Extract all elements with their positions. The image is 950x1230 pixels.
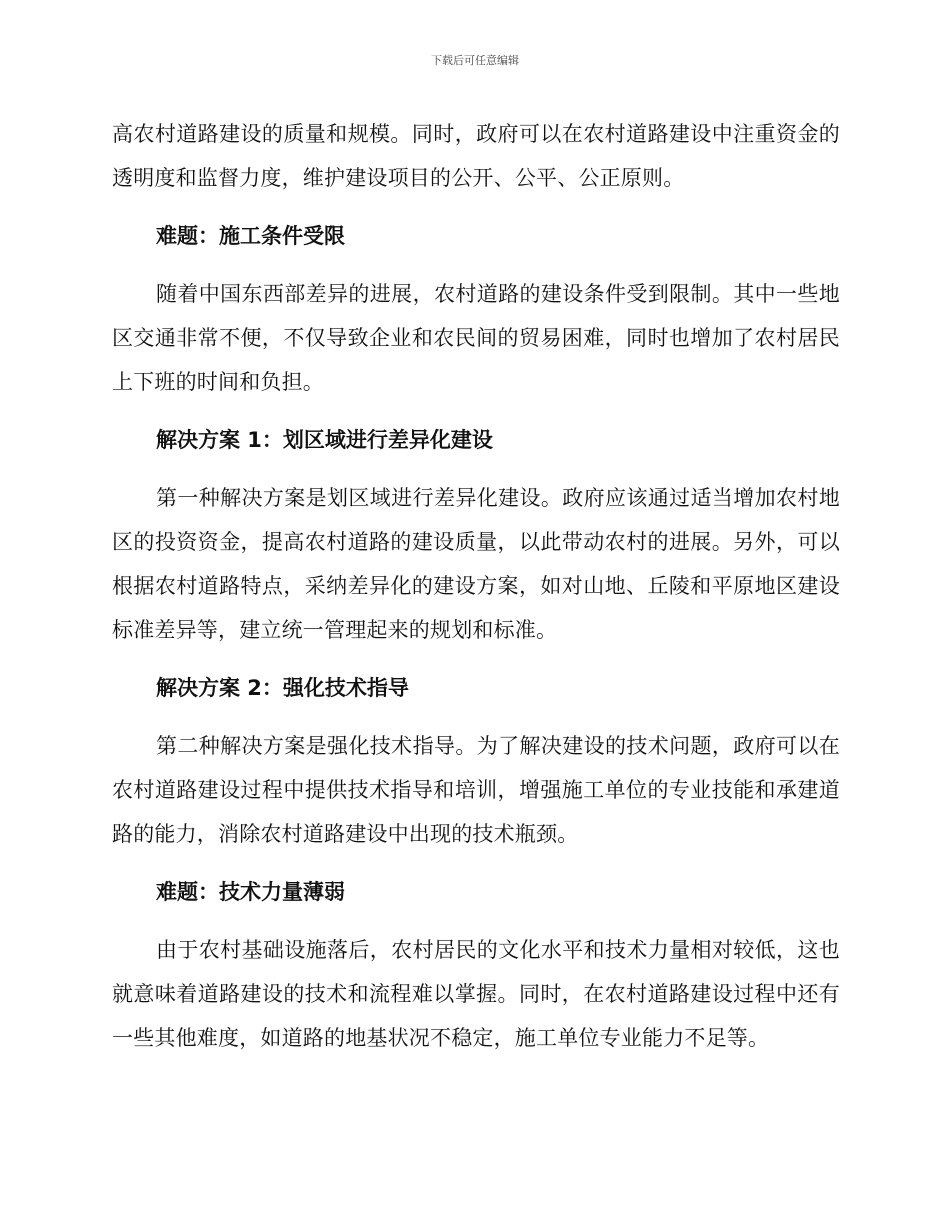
- paragraph-weak-technical-capacity: 由于农村基础设施落后，农村居民的文化水平和技术力量相对较低，这也就意味着道路建设的技术和流程难以掌握。同时，在农村道路建设过程中还有一些其他难度，如道路的地基状况不稳定，施工单位专业能力不足等。: [112, 938, 840, 1050]
- heading-solution-2: 解决方案 2：强化技术指导: [156, 676, 409, 700]
- header-note: 下载后可任意编辑: [431, 54, 519, 67]
- heading-weak-technical-capacity: 难题：技术力量薄弱: [156, 880, 345, 904]
- paragraph-construction-conditions: 随着中国东西部差异的进展，农村道路的建设条件受到限制。其中一些地区交通非常不便，不仅导致企业和农民间的贸易困难，同时也增加了农村居民上下班的时间和负担。: [112, 282, 840, 394]
- document-body: [112, 112, 840, 1060]
- paragraph-solution-2: 第二种解决方案是强化技术指导。为了解决建设的技术问题，政府可以在农村道路建设过程中提供技术指导和培训，增强施工单位的专业技能和承建道路的能力，消除农村道路建设中出现的技术瓶颈。: [112, 734, 840, 846]
- paragraph-continuation: 高农村道路建设的质量和规模。同时，政府可以在农村道路建设中注重资金的透明度和监督力度，维护建设项目的公开、公平、公正原则。: [112, 122, 840, 190]
- paragraph-solution-1: 第一种解决方案是划区域进行差异化建设。政府应该通过适当增加农村地区的投资资金，提高农村道路的建设质量，以此带动农村的进展。另外，可以根据农村道路特点，采纳差异化的建设方案，如对山地、丘陵和平原地区建设标准差异等，建立统一管理起来的规划和标准。: [112, 486, 840, 642]
- heading-solution-1: 解决方案 1：划区域进行差异化建设: [156, 428, 493, 452]
- heading-construction-conditions: 难题：施工条件受限: [156, 224, 345, 248]
